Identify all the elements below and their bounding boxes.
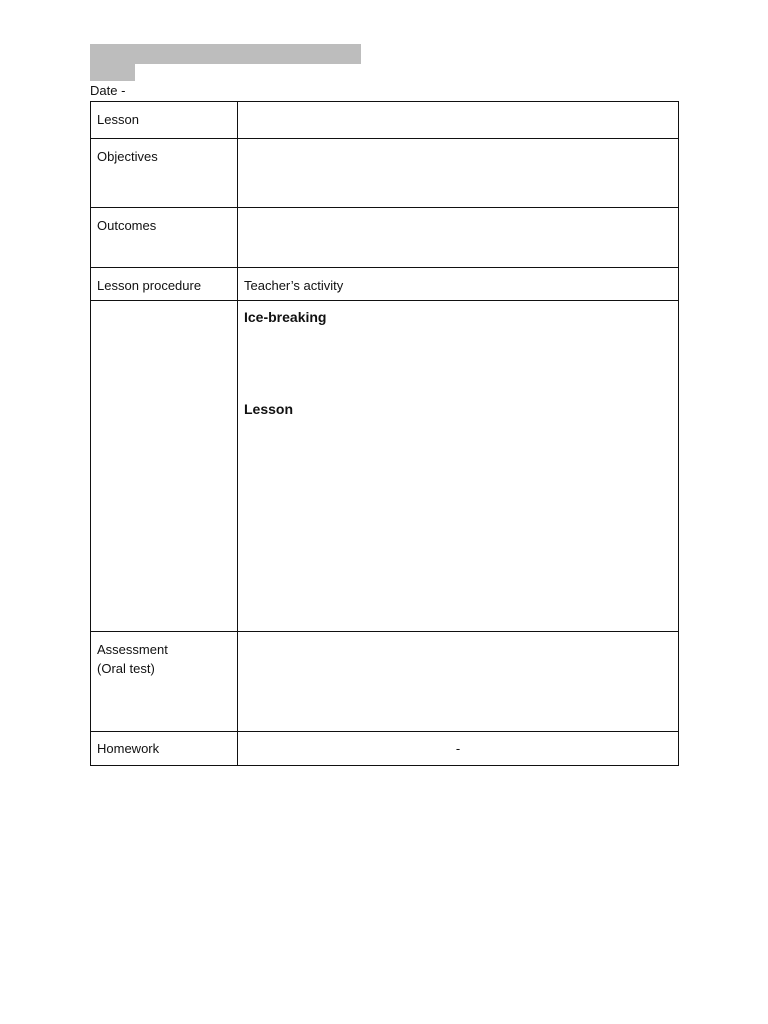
procedure-value-cell[interactable] <box>238 268 679 301</box>
activity-left-cell[interactable] <box>91 301 238 632</box>
assessment-label: Assessment <box>97 642 168 657</box>
homework-label-cell <box>91 732 238 766</box>
activity-left-value <box>91 301 237 309</box>
redacted-title-block <box>90 44 361 64</box>
lesson-plan-table <box>90 101 679 766</box>
lesson-section-heading: Lesson <box>244 401 294 417</box>
date-label: Date - <box>90 83 126 98</box>
table-row-homework <box>91 732 679 766</box>
lesson-label-cell <box>91 102 238 139</box>
assessment-sublabel: (Oral test) <box>97 661 155 676</box>
table-row-lesson <box>91 102 679 139</box>
assessment-value <box>238 632 678 640</box>
assessment-label-cell <box>91 632 238 732</box>
outcomes-value-cell[interactable] <box>238 208 679 268</box>
objectives-label: Objectives <box>97 149 158 164</box>
outcomes-value <box>238 208 678 216</box>
table-row-procedure <box>91 268 679 301</box>
lesson-label: Lesson <box>97 112 139 127</box>
homework-value: - <box>455 741 461 756</box>
table-row-outcomes <box>91 208 679 268</box>
activity-content-cell[interactable] <box>238 301 679 632</box>
procedure-label-cell <box>91 268 238 301</box>
table-row-objectives <box>91 139 679 208</box>
objectives-label-cell <box>91 139 238 208</box>
outcomes-label: Outcomes <box>97 218 157 233</box>
teacher-activity-heading: Teacher’s activity <box>244 278 344 293</box>
homework-label: Homework <box>97 741 160 756</box>
procedure-label: Lesson procedure <box>97 278 202 293</box>
lesson-value-cell[interactable] <box>238 102 679 139</box>
outcomes-label-cell <box>91 208 238 268</box>
ice-breaking-heading: Ice-breaking <box>244 309 327 325</box>
homework-value-cell[interactable] <box>238 732 679 766</box>
table-row-assessment <box>91 632 679 732</box>
objectives-value <box>238 139 678 147</box>
objectives-value-cell[interactable] <box>238 139 679 208</box>
assessment-value-cell[interactable] <box>238 632 679 732</box>
redacted-subtitle-block <box>90 64 135 81</box>
lesson-value <box>238 102 678 110</box>
table-row-activity <box>91 301 679 632</box>
